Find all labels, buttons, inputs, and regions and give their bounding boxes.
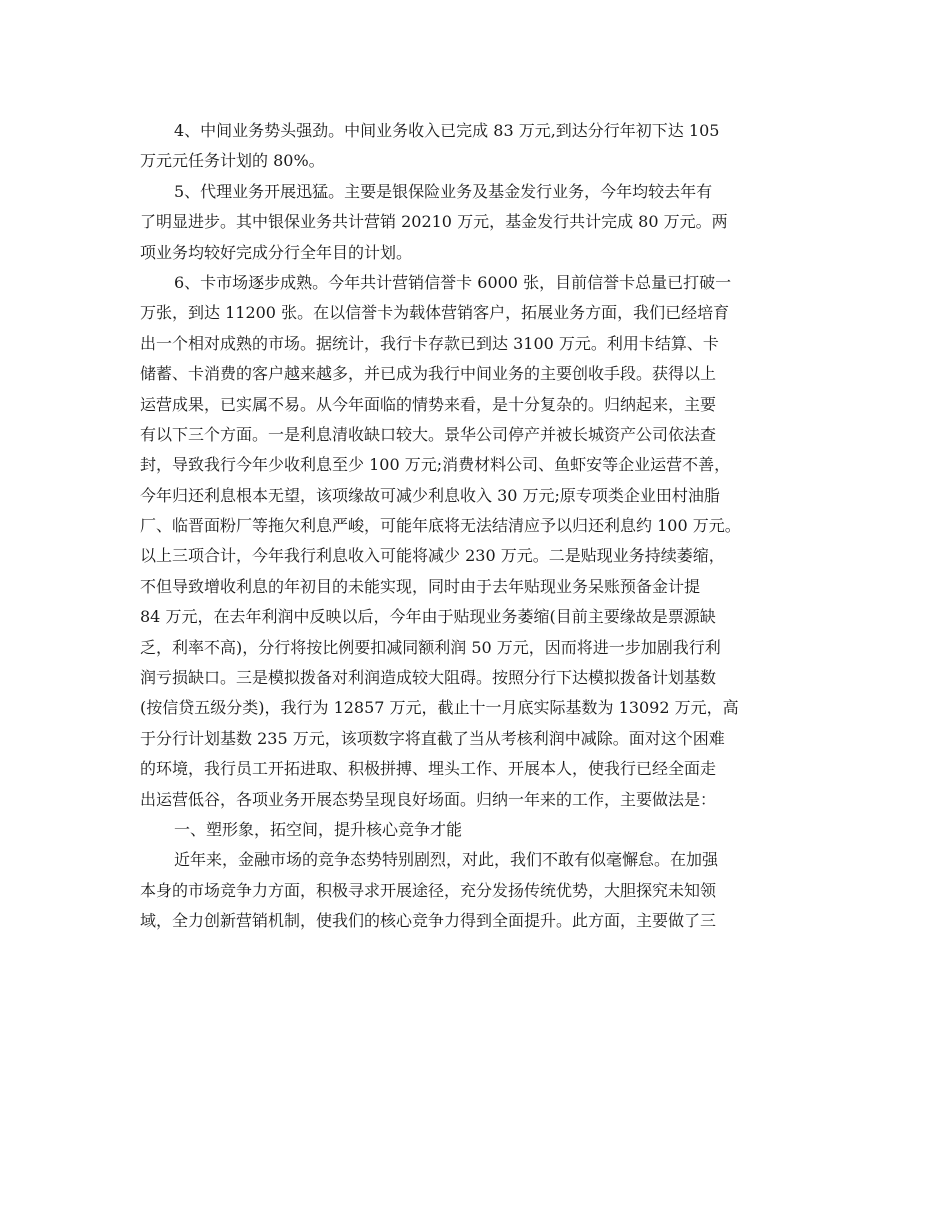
paragraph-item-6: [140, 268, 820, 815]
section-heading: [140, 815, 820, 845]
text-line: (按信贷五级分类)，我行为 12857 万元，截止十一月底实际基数为 13092 万元，高: [140, 698, 739, 718]
text-line: 84 万元，在去年利润中反映以后，今年由于贴现业务萎缩(目前主要缘故是票源缺: [140, 607, 716, 627]
text-line: 出一个相对成熟的市场。据统计，我行卡存款已到达 3100 万元。利用卡结算、卡: [140, 333, 719, 353]
text-line: 万张，到达 11200 张。在以信誉卡为载体营销客户，拓展业务方面，我们已经培育: [140, 303, 730, 323]
text-line: 4、中间业务势头强劲。中间业务收入已完成 83 万元,到达分行年初下达 105: [174, 121, 720, 140]
text-line: 近年来，金融市场的竞争态势特别剧烈，对此，我们不敢有似毫懈怠。在加强: [174, 850, 719, 870]
text-line: 本身的市场竞争力方面，积极寻求开展途径，充分发扬传统优势，大胆探究未知领: [140, 880, 717, 900]
text-line: 项业务均较好完成分行全年目的计划。: [140, 242, 413, 262]
paragraph-intro: [140, 845, 820, 936]
paragraph-item-5: [140, 177, 820, 268]
text-line: 乏，利率不高)，分行将按比例要扣减同额利润 50 万元，因而将进一步加剧我行利: [140, 637, 721, 657]
text-line: 今年归还利息根本无望，该项缘故可减少利息收入 30 万元;原专项类企业田村油脂: [140, 485, 720, 505]
text-line: 运营成果，已实属不易。从今年面临的情势来看，是十分复杂的。归纳起来，主要: [140, 394, 717, 414]
text-line: 的环境，我行员工开拓进取、积极拼搏、埋头工作、开展本人，使我行已经全面走: [140, 759, 717, 779]
text-line: 不但导致增收利息的年初目的未能实现，同时由于去年贴现业务呆账预备金计提: [140, 576, 701, 596]
text-line: 储蓄、卡消费的客户越来越多，并已成为我行中间业务的主要创收手段。获得以上: [140, 364, 717, 384]
paragraph-item-4: [140, 116, 820, 177]
text-line: 以上三项合计，今年我行利息收入可能将减少 230 万元。二是贴现业务持续萎缩，: [140, 546, 725, 566]
text-line: 厂、临晋面粉厂等拖欠利息严峻，可能年底将无法结清应予以归还利息约 100 万元。: [140, 516, 741, 536]
text-line: 封，导致我行今年少收利息至少 100 万元;消费材料公司、鱼虾安等企业运营不善，: [140, 455, 731, 475]
text-line: 6、卡市场逐步成熟。今年共计营销信誉卡 6000 张，目前信誉卡总量已打破一: [174, 272, 732, 292]
document-body: [140, 116, 820, 937]
text-line: 万元元任务计划的 80%。: [140, 151, 325, 171]
text-line: 了明显进步。其中银保业务共计营销 20210 万元，基金发行共计完成 80 万元。两: [140, 212, 728, 232]
text-line: 一、塑形象，拓空间，提升核心竞争才能: [174, 819, 463, 839]
text-line: 域，全力创新营销机制，使我们的核心竞争力得到全面提升。此方面，主要做了三: [140, 911, 717, 931]
text-line: 有以下三个方面。一是利息清收缺口较大。景华公司停产并被长城资产公司依法查: [140, 424, 717, 444]
text-line: 5、代理业务开展迅猛。主要是银保险业务及基金发行业务，今年均较去年有: [174, 181, 713, 201]
text-line: 润亏损缺口。三是模拟拨备对利润造成较大阻碍。按照分行下达模拟拨备计划基数: [140, 668, 717, 688]
text-line: 出运营低谷，各项业务开展态势呈现良好场面。归纳一年来的工作，主要做法是：: [140, 789, 717, 809]
text-line: 于分行计划基数 235 万元，该项数字将直截了当从考核利润中减除。面对这个困难: [140, 728, 725, 748]
